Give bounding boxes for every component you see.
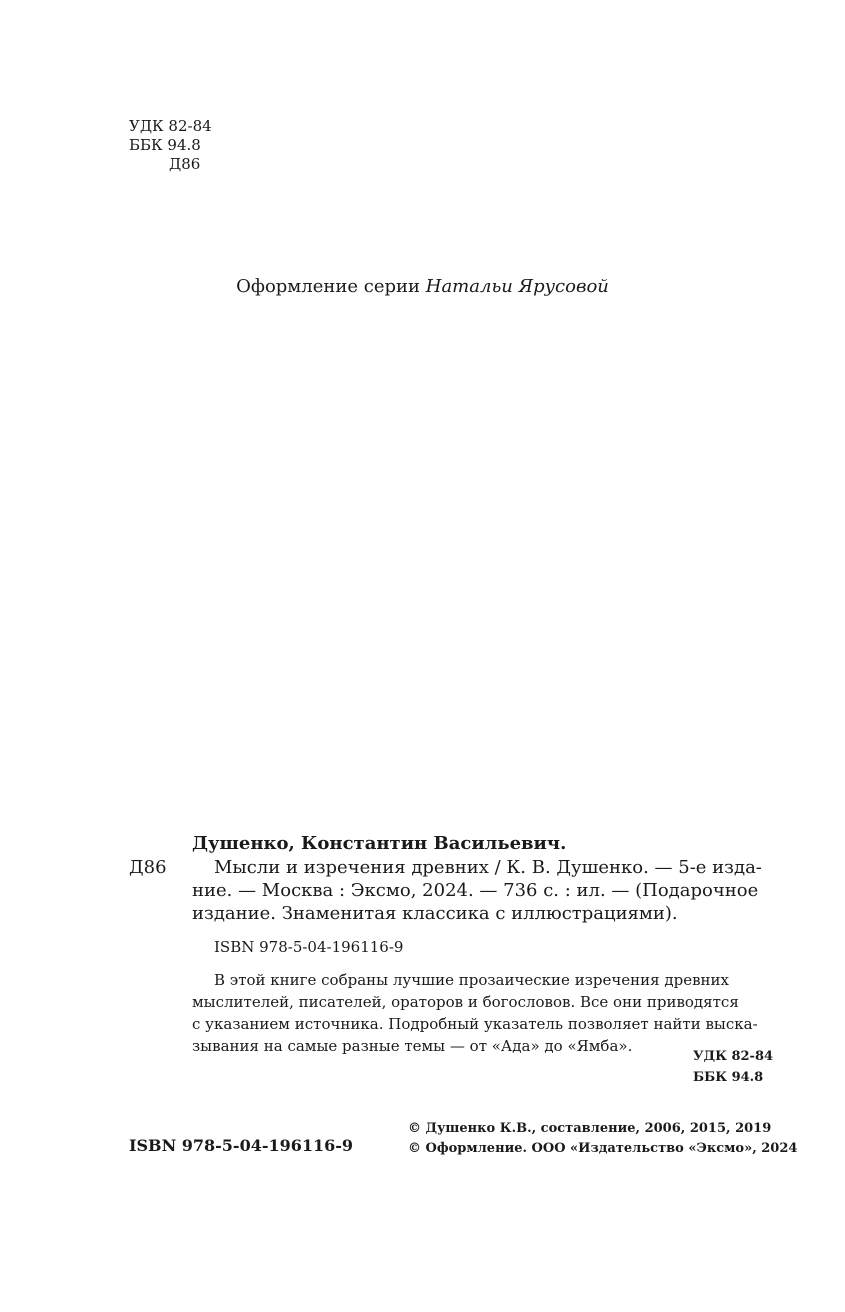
abstract-line: мыслителей, писателей, ораторов и богословов. Все они приводятся: [192, 993, 739, 1011]
catalog-isbn: ISBN 978-5-04-196116-9: [214, 938, 404, 956]
catalog-author-sign: Д86: [129, 857, 167, 878]
description-line: Мысли и изречения древних / К. В. Душенко. — 5-е изда-: [214, 857, 762, 878]
abstract-line: с указанием источника. Подробный указатель позволяет найти выска-: [192, 1015, 758, 1033]
catalog-udk: УДК 82-84: [693, 1049, 774, 1064]
abstract-line: зывания на самые разные темы — от «Ада» до «Ямба».: [192, 1037, 633, 1055]
copyright-compilation: © Душенко К.В., составление, 2006, 2015, 2019: [408, 1121, 772, 1136]
catalog-bbk: ББК 94.8: [693, 1070, 764, 1085]
copyright-block: [408, 1119, 797, 1159]
footer-isbn: ISBN 978-5-04-196116-9: [129, 1136, 354, 1155]
author-sign: Д86: [169, 155, 201, 173]
bbk-code: ББК 94.8: [129, 136, 201, 154]
catalog-description: [192, 856, 770, 925]
catalog-author: Душенко, Константин Васильевич.: [192, 833, 567, 854]
description-line: издание. Знаменитая классика с иллюстрациями).: [192, 903, 678, 924]
description-line: ние. — Москва : Эксмо, 2024. — 736 с. : ил. — (Подарочное: [192, 880, 759, 901]
udk-code: УДК 82-84: [129, 117, 212, 135]
catalog-abstract: [192, 969, 770, 1057]
catalog-classification: [693, 1046, 773, 1088]
series-designer-name: Натальи Ярусовой: [425, 276, 609, 297]
abstract-line: В этой книге собраны лучшие прозаические изречения древних: [214, 971, 729, 989]
classification-block: [129, 117, 212, 174]
copyright-design: © Оформление. ООО «Издательство «Эксмо», 2024: [408, 1141, 798, 1156]
series-design-prefix: Оформление серии: [236, 276, 421, 297]
series-design-credit: [0, 276, 845, 297]
